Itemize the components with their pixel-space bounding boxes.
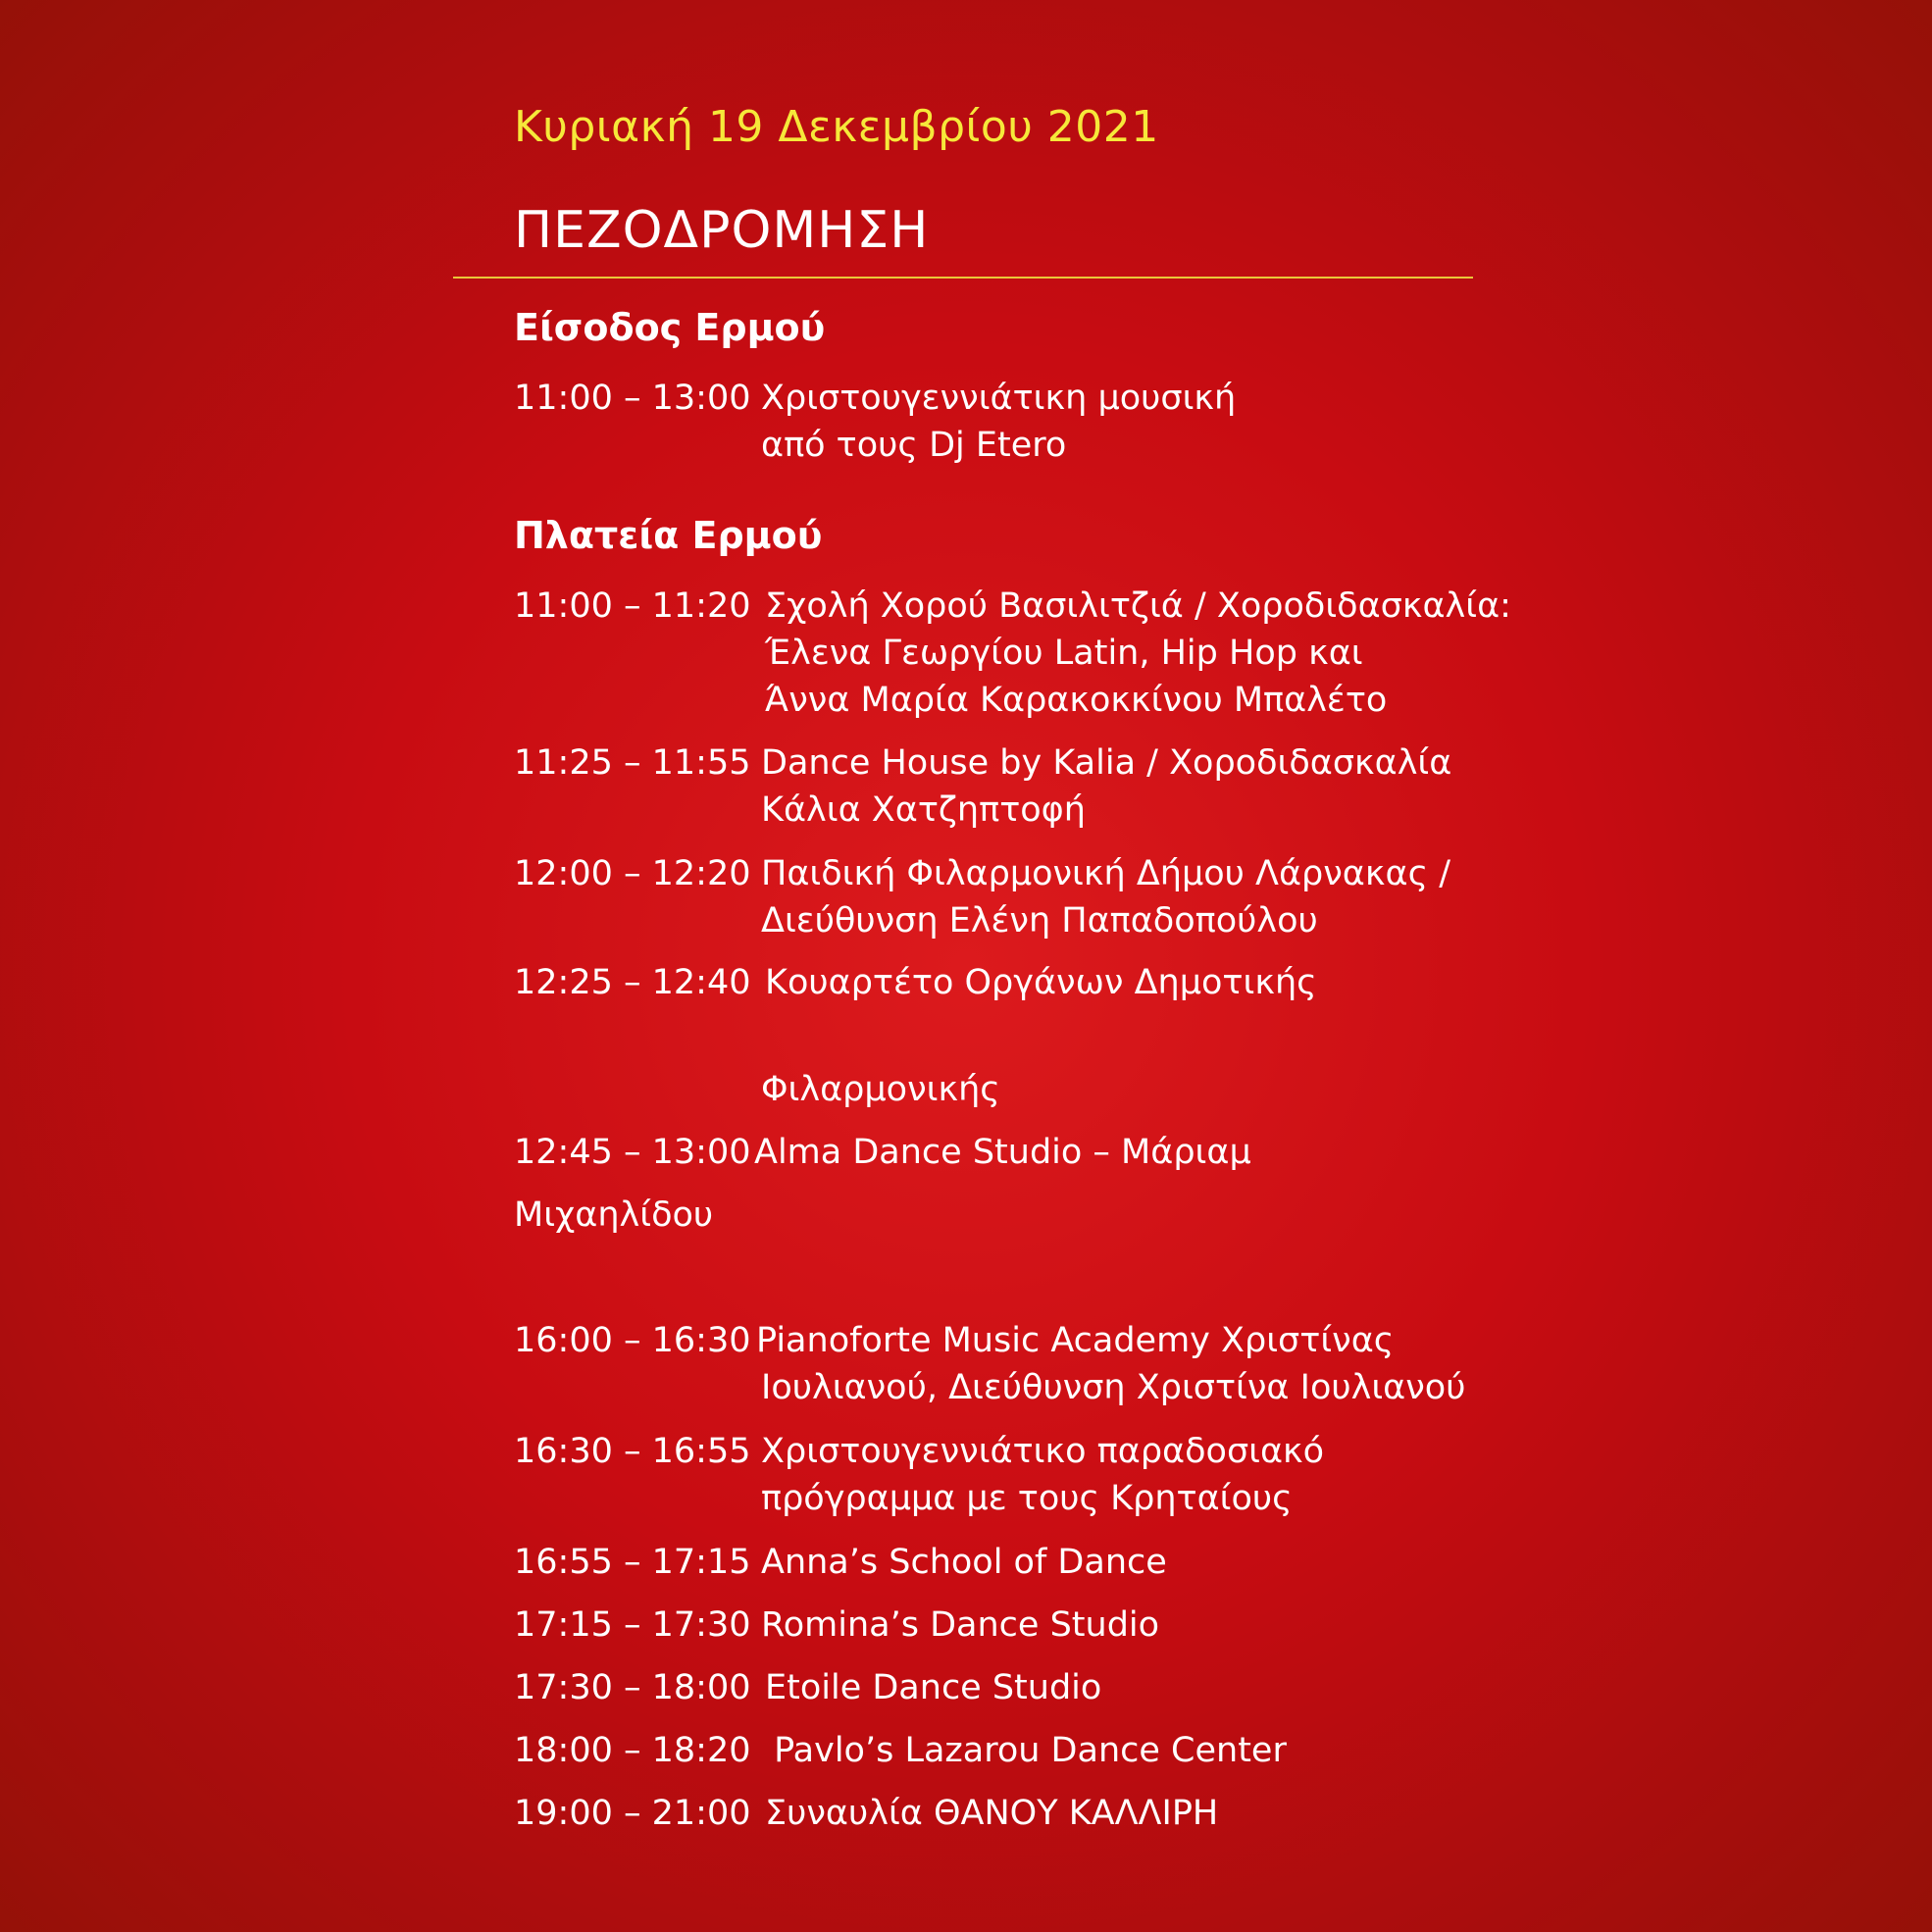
event-line: Έλενα Γεωργίου Latin, Hip Hop και [765, 634, 1363, 673]
event-line: Σχολή Χορού Βασιλιτζιά / Χοροδιδασκαλία: [765, 586, 1511, 626]
event-time: 19:00 – 21:00 [514, 1794, 751, 1833]
event-time: 17:30 – 18:00 [514, 1668, 751, 1707]
event-time: 12:25 – 12:40 [514, 963, 751, 1002]
event-line: Συναυλία ΘΑΝΟΥ ΚΑΛΛΙΡΗ [765, 1794, 1219, 1833]
event-line: Dance House by Kalia / Χοροδιδασκαλία [761, 743, 1452, 783]
title-divider [453, 277, 1473, 279]
event-line: πρόγραμμα με τους Κρηταίους [761, 1479, 1293, 1518]
event-description [761, 375, 1236, 469]
event-description [763, 1727, 1287, 1774]
event-line: Χριστουγεννιάτικη μουσική [761, 379, 1237, 418]
event-line: Romina’s Dance Studio [761, 1605, 1160, 1645]
section-heading-plateia-ermou: Πλατεία Ερμού [514, 514, 823, 557]
event-time: 16:00 – 16:30 [514, 1321, 751, 1360]
event-description [761, 1428, 1324, 1522]
event-time: 11:00 – 13:00 [514, 379, 751, 418]
event-line: από τους Dj Etero [761, 426, 1067, 465]
event-line: Κάλια Χατζηπτοφή [761, 790, 1086, 830]
event-description [761, 1539, 1167, 1586]
event-continuation: Μιχαηλίδου [514, 1195, 714, 1235]
event-description [754, 1129, 1251, 1176]
event-line: Etoile Dance Studio [765, 1668, 1102, 1707]
section-heading-eisodos-ermou: Είσοδος Ερμού [514, 306, 826, 349]
event-line: Άννα Μαρία Καρακοκκίνου Μπαλέτο [765, 681, 1388, 720]
page-title: ΠΕΖΟΔΡΟΜΗΣΗ [514, 201, 930, 260]
event-line: Χριστουγεννιάτικο παραδοσιακό [761, 1432, 1325, 1471]
event-line: Κουαρτέτο Οργάνων Δημοτικής [765, 963, 1317, 1002]
event-date: Κυριακή 19 Δεκεμβρίου 2021 [514, 102, 1159, 152]
event-line: Ιουλιανού, Διεύθυνση Χριστίνα Ιουλιανού [761, 1368, 1466, 1407]
event-time: 16:55 – 17:15 [514, 1543, 751, 1582]
event-line: Alma Dance Studio – Μάριαμ [754, 1133, 1251, 1172]
event-description [756, 1317, 1465, 1411]
event-description [761, 739, 1451, 834]
event-description [761, 850, 1450, 944]
event-description [765, 1664, 1101, 1711]
event-description [765, 959, 1317, 1006]
event-description [761, 1602, 1159, 1649]
event-line: Anna’s School of Dance [761, 1543, 1167, 1582]
event-time: 11:25 – 11:55 [514, 743, 751, 783]
event-time: 17:15 – 17:30 [514, 1605, 751, 1645]
event-description [761, 1066, 1000, 1113]
event-description [765, 583, 1511, 724]
event-description [765, 1790, 1218, 1837]
event-time: 18:00 – 18:20 [514, 1731, 751, 1770]
event-time: 12:00 – 12:20 [514, 854, 751, 893]
event-line: Pianoforte Music Academy Χριστίνας [756, 1321, 1395, 1360]
event-line: Φιλαρμονικής [761, 1070, 1000, 1109]
event-line: Διεύθυνση Ελένη Παπαδοπούλου [761, 901, 1318, 941]
event-time: 11:00 – 11:20 [514, 586, 751, 626]
event-time: 12:45 – 13:00 [514, 1133, 751, 1172]
event-line: Pavlo’s Lazarou Dance Center [763, 1731, 1287, 1770]
event-time: 16:30 – 16:55 [514, 1432, 751, 1471]
event-line: Παιδική Φιλαρμονική Δήμου Λάρνακας / [761, 854, 1451, 893]
